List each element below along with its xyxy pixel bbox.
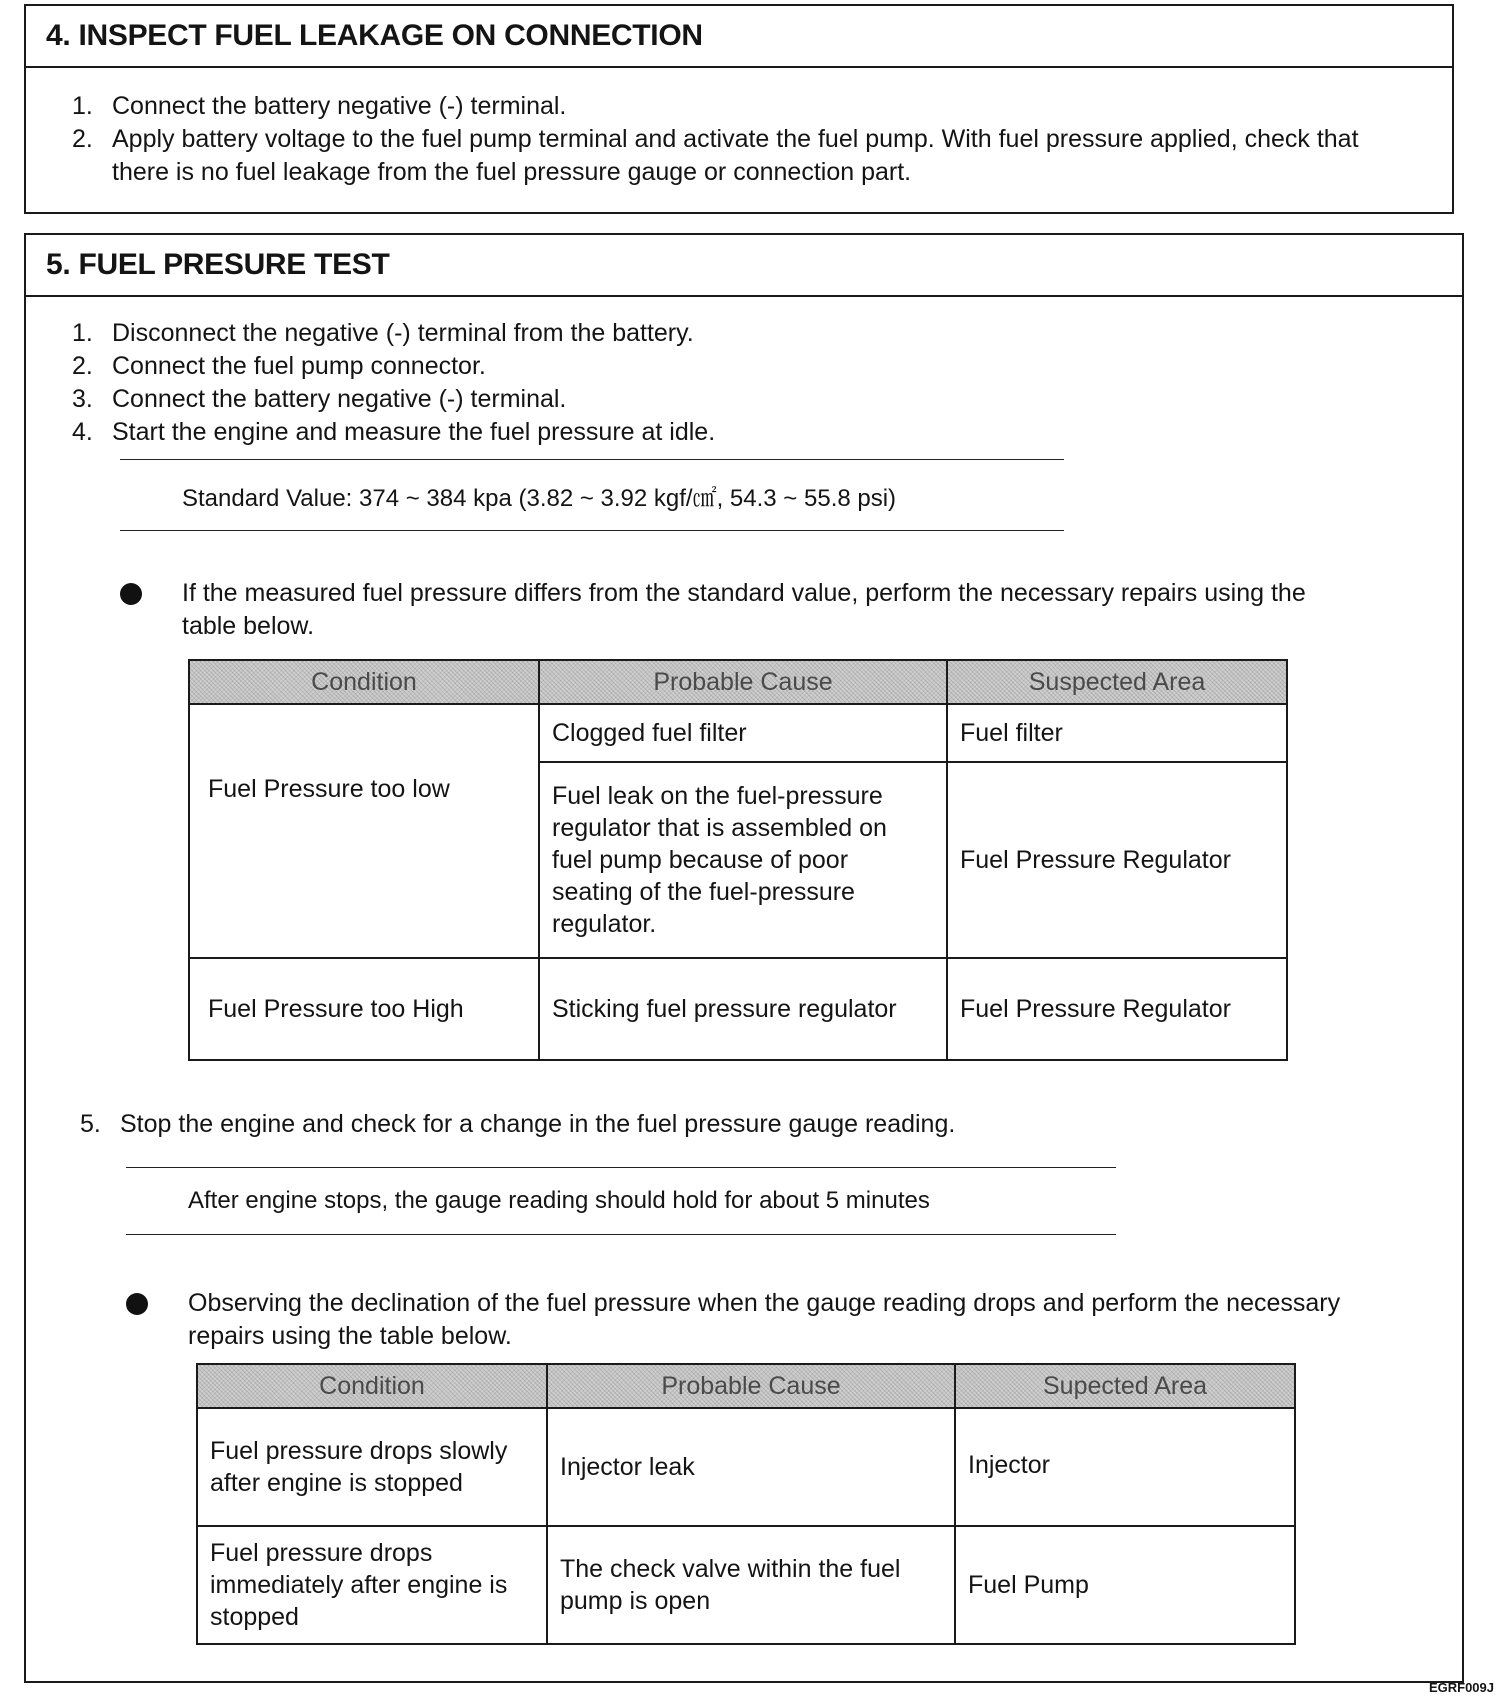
bullet-note [120,577,1320,643]
pressure-repair-table [188,659,1288,1061]
column-header-suspected-area: Suspected Area [947,660,1287,704]
cell-suspected-area: Fuel filter [947,704,1287,762]
step-number: 4. [72,418,93,446]
list-item [80,1108,1380,1141]
standard-value: Standard Value: 374 ~ 384 kpa (3.82 ~ 3.92 kgf/㎠, 54.3 ~ 55.8 psi) [182,484,897,512]
pressure-drop-table [196,1363,1296,1645]
table-header-row [197,1364,1295,1408]
section-inspect-fuel-leakage [24,4,1454,214]
cell-probable-cause: Injector leak [547,1408,955,1526]
column-header-probable-cause: Probable Cause [539,660,947,704]
step-text: Connect the battery negative (-) terminal. [112,92,567,120]
cell-suspected-area: Fuel Pump [955,1526,1295,1644]
bullet-text: Observing the declination of the fuel pressure when the gauge reading drops and perform the necessary repairs using the table below. [188,1289,1341,1350]
section-title: 5. FUEL PRESURE TEST [46,248,390,281]
step-list [72,90,1372,189]
list-item [72,350,1372,383]
column-header-condition: Condition [189,660,539,704]
step-text: Stop the engine and check for a change in the fuel pressure gauge reading. [120,1110,956,1138]
step-text: Disconnect the negative (-) terminal from the battery. [112,319,694,347]
figure-code: EGRF009J [1428,1680,1494,1695]
step-text: Connect the battery negative (-) terminal. [112,385,567,413]
bullet-text: If the measured fuel pressure differs from the standard value, perform the necessary repairs using the table below. [182,579,1306,640]
cell-suspected-area: Fuel Pressure Regulator [947,762,1287,958]
cell-condition: Fuel pressure drops slowly after engine is stopped [197,1408,547,1526]
step-list [72,317,1372,449]
table-header-row [189,660,1287,704]
step-number: 1. [72,319,93,347]
table-row [197,1526,1295,1644]
cell-condition: Fuel Pressure too low [189,704,539,958]
column-header-condition: Condition [197,1364,547,1408]
cell-probable-cause: The check valve within the fuel pump is open [547,1526,955,1644]
hold-value: After engine stops, the gauge reading should hold for about 5 minutes [188,1187,930,1214]
list-item [72,416,1372,449]
step-text: Apply battery voltage to the fuel pump terminal and activate the fuel pump. With fuel pressure applied, check that there is no fuel leakage from the fuel pressure gauge or connection part. [112,125,1359,186]
cell-probable-cause: Clogged fuel filter [539,704,947,762]
bullet-icon [120,583,142,605]
list-item [72,90,1372,123]
step-list [80,1108,1380,1141]
column-header-suspected-area: Supected Area [955,1364,1295,1408]
list-item [72,317,1372,350]
hold-value-box [126,1167,1116,1235]
cell-probable-cause: Sticking fuel pressure regulator [539,958,947,1060]
cell-suspected-area: Fuel Pressure Regulator [947,958,1287,1060]
cell-suspected-area: Injector [955,1408,1295,1526]
step-text: Connect the fuel pump connector. [112,352,486,380]
step-number: 1. [72,92,93,120]
step-number: 2. [72,125,93,153]
list-item [72,383,1372,416]
table-row [189,958,1287,1060]
list-item [72,123,1372,189]
step-number: 2. [72,352,93,380]
table-row [189,704,1287,762]
section-title: 4. INSPECT FUEL LEAKAGE ON CONNECTION [46,19,703,52]
step-text: Start the engine and measure the fuel pressure at idle. [112,418,716,446]
cell-condition: Fuel pressure drops immediately after engine is stopped [197,1526,547,1644]
table-row [197,1408,1295,1526]
step-number: 3. [72,385,93,413]
column-header-probable-cause: Probable Cause [547,1364,955,1408]
cell-probable-cause: Fuel leak on the fuel-pressure regulator that is assembled on fuel pump because of poor seating of the fuel-pressure regulator. [539,762,947,958]
standard-value-box [120,459,1064,531]
step-number: 5. [80,1110,101,1138]
cell-condition: Fuel Pressure too High [189,958,539,1060]
section-header [26,6,1452,68]
section-header [26,235,1462,297]
section-fuel-pressure-test [24,233,1464,1683]
bullet-icon [126,1293,148,1315]
bullet-note [126,1287,1346,1353]
